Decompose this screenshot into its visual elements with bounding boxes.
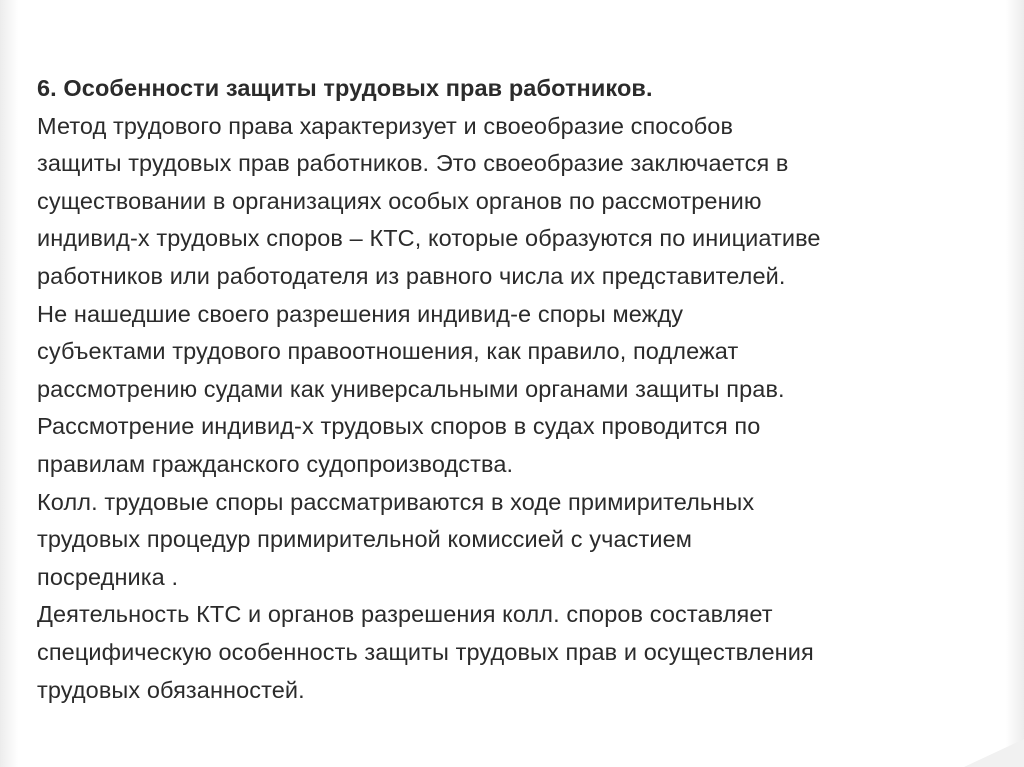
- body-line: специфическую особенность защиты трудовых прав и осуществления: [37, 638, 814, 665]
- body-line: Колл. трудовые споры рассматриваются в ходе примирительных: [37, 488, 755, 515]
- slide-edge-left: [0, 0, 18, 767]
- body-line: Не нашедшие своего разрешения индивид-е споры между: [37, 300, 684, 327]
- body-line: Метод трудового права характеризует и своеобразие способов: [37, 112, 734, 139]
- body-line: Деятельность КТС и органов разрешения колл. споров составляет: [37, 601, 773, 628]
- body-line: Рассмотрение индивид-х трудовых споров в судах проводится по: [37, 413, 761, 440]
- body-line: трудовых процедур примирительной комиссией с участием: [37, 526, 692, 553]
- body-line: правилам гражданского судопроизводства.: [37, 450, 514, 477]
- body-line: защиты трудовых прав работников. Это своеобразие заключается в: [37, 150, 789, 177]
- body-line: трудовых обязанностей.: [37, 676, 305, 703]
- body-line: работников или работодателя из равного числа их представителей.: [37, 262, 786, 289]
- body-line: субъектами трудового правоотношения, как правило, подлежат: [37, 338, 739, 365]
- slide-body: [37, 70, 987, 709]
- slide-title: 6. Особенности защиты трудовых прав работников.: [37, 75, 653, 101]
- body-line: посредника .: [37, 563, 179, 590]
- body-line: рассмотрению судами как универсальными органами защиты прав.: [37, 375, 785, 402]
- body-line: существовании в организациях особых органов по рассмотрению: [37, 187, 762, 214]
- slide-edge-right: [1006, 0, 1024, 767]
- body-line: индивид-х трудовых споров – КТС, которые образуются по инициативе: [37, 225, 821, 252]
- slide-corner-decoration: [964, 739, 1024, 767]
